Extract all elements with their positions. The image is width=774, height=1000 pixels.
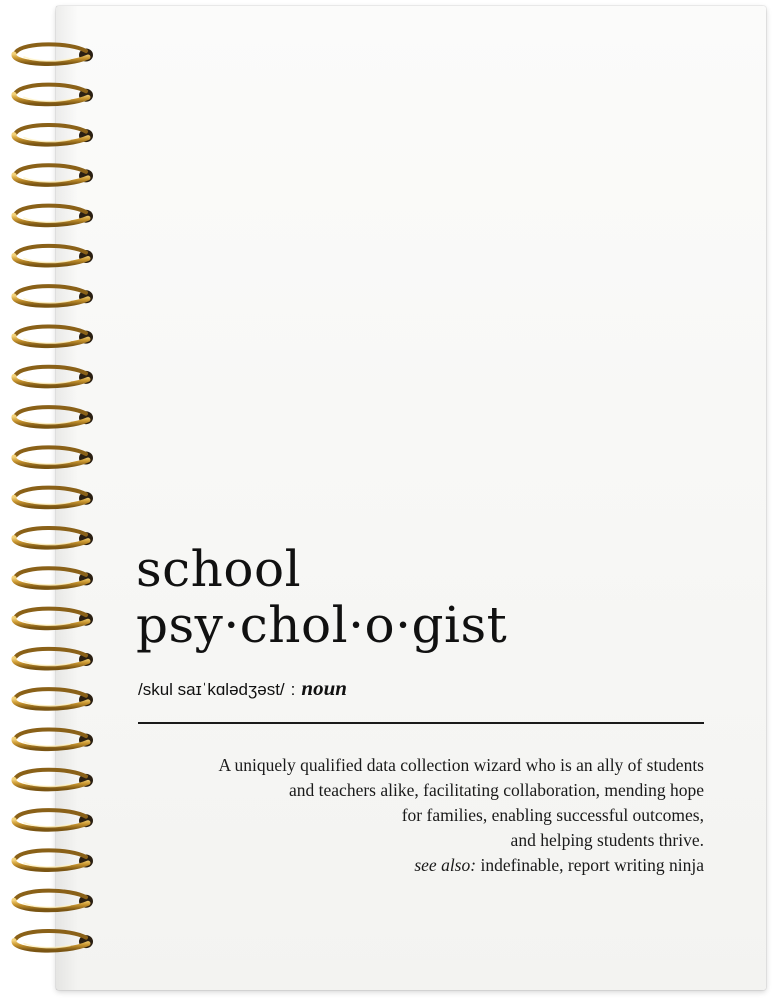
spiral-coil-icon bbox=[14, 609, 93, 628]
spiral-coil-icon bbox=[14, 770, 93, 789]
definition-line: A uniquely qualified data collection wizard who is an ally of students bbox=[218, 755, 704, 775]
definition-line: and teachers alike, facilitating collaboration, mending hope bbox=[289, 780, 704, 800]
spiral-coil-icon bbox=[14, 367, 93, 386]
spiral-coil-icon bbox=[14, 649, 93, 668]
definition-line: and helping students thrive. bbox=[510, 830, 704, 850]
spiral-coil-icon bbox=[14, 689, 93, 708]
pronunciation-row bbox=[138, 676, 347, 701]
divider-rule bbox=[138, 722, 704, 724]
spiral-coil-icon bbox=[14, 44, 93, 63]
spiral-coil-icon bbox=[14, 206, 93, 225]
spiral-coil-icon bbox=[14, 286, 93, 305]
spiral-coil-icon bbox=[14, 165, 93, 184]
spiral-coil-icon bbox=[14, 447, 93, 466]
spiral-coil-icon bbox=[14, 729, 93, 748]
spiral-binding-icon bbox=[0, 0, 120, 1000]
pronunciation: /skul saɪˈkɑlədʒəst/ bbox=[138, 680, 285, 699]
spiral-coil-icon bbox=[14, 246, 93, 265]
definition-line: for families, enabling successful outcomes, bbox=[401, 805, 704, 825]
headword-line-1: school bbox=[136, 540, 302, 598]
spiral-coil-icon bbox=[14, 931, 93, 950]
spiral-coil-icon bbox=[14, 326, 93, 345]
spiral-coil-icon bbox=[14, 488, 93, 507]
separator: : bbox=[290, 680, 296, 699]
headword-line-2: psy·chol·o·gist bbox=[136, 596, 508, 654]
definition-text bbox=[114, 753, 704, 878]
spiral-coil-icon bbox=[14, 85, 93, 104]
spiral-coil-icon bbox=[14, 568, 93, 587]
see-also-label: see also: bbox=[414, 855, 477, 875]
see-also-line bbox=[114, 853, 704, 878]
see-also-text: indefinable, report writing ninja bbox=[476, 855, 704, 875]
spiral-coil-icon bbox=[14, 528, 93, 547]
spiral-coil-icon bbox=[14, 407, 93, 426]
part-of-speech: noun bbox=[301, 676, 347, 700]
spiral-coil-icon bbox=[14, 850, 93, 869]
spiral-coil-icon bbox=[14, 125, 93, 144]
spiral-coil-icon bbox=[14, 810, 93, 829]
spiral-coil-icon bbox=[14, 891, 93, 910]
